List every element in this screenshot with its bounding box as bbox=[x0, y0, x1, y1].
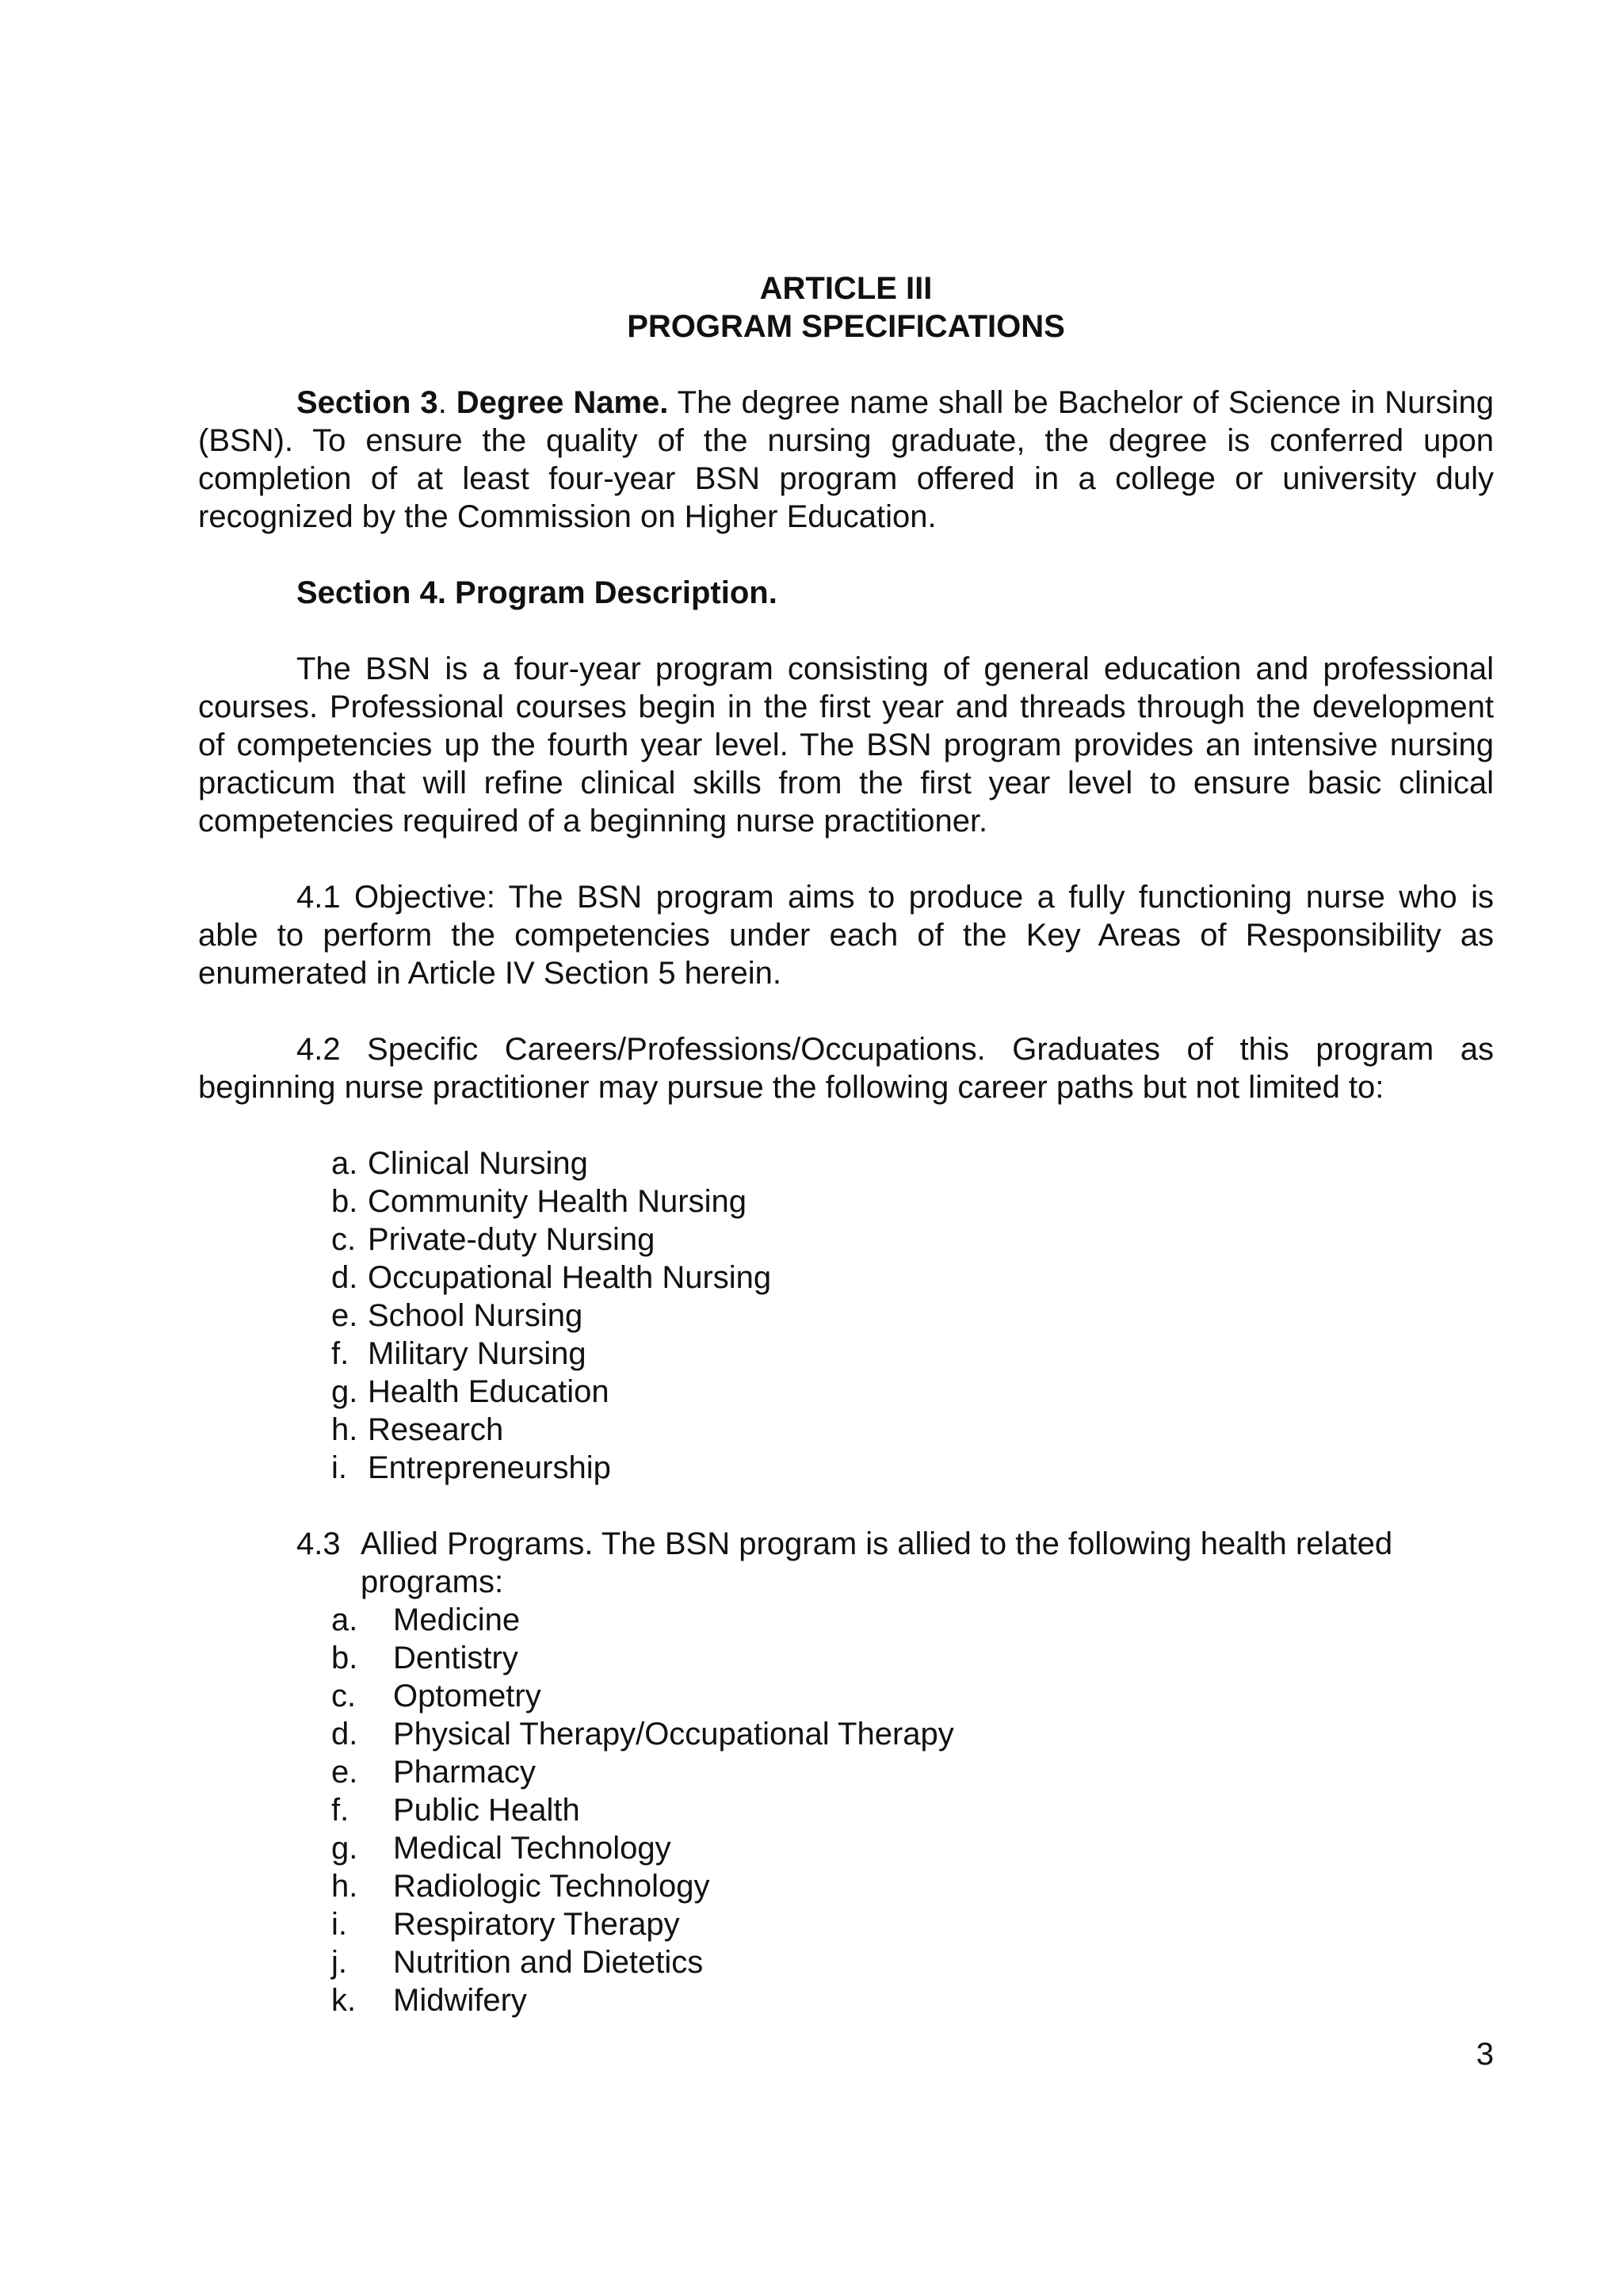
section-3-title: Degree Name. bbox=[456, 385, 669, 420]
list-item: a. Medicine bbox=[331, 1603, 521, 1637]
section-3-label: Section 3 bbox=[296, 385, 438, 420]
list-item: f. Public Health bbox=[331, 1793, 580, 1828]
allied-programs-intro bbox=[296, 1525, 1494, 1601]
list-item: i. Entrepreneurship bbox=[331, 1450, 611, 1485]
allied-programs-list bbox=[331, 1601, 1494, 2019]
list-item: b. Community Health Nursing bbox=[331, 1184, 747, 1219]
article-number: ARTICLE III bbox=[759, 271, 933, 306]
article-heading bbox=[198, 269, 1494, 346]
list-item: i. Respiratory Therapy bbox=[331, 1907, 680, 1942]
program-description: The BSN is a four-year program consisting of general education and professional courses. Professional courses begin in the first year and threads through the development of competencies up the fourth year level. The BSN program provides an intensive nursing practicum that will refine clinical skills from the first year level to ensure basic clinical competencies required of a beginning nurse practitioner. bbox=[198, 651, 1494, 839]
careers-intro: 4.2 Specific Careers/Professions/Occupations. Graduates of this program as beginning nurse practitioner may pursue the following career paths but not limited to: bbox=[198, 1032, 1494, 1105]
list-item: k. Midwifery bbox=[331, 1983, 527, 2018]
list-item: b. Dentistry bbox=[331, 1641, 518, 1675]
article-title: PROGRAM SPECIFICATIONS bbox=[627, 309, 1065, 344]
section-3-paragraph bbox=[198, 384, 1494, 536]
allied-number: 4.3 bbox=[296, 1526, 341, 1561]
page-number: 3 bbox=[1476, 2037, 1494, 2072]
document-page bbox=[198, 269, 1494, 2019]
careers-list bbox=[331, 1144, 1494, 1487]
section-3-separator: . bbox=[437, 385, 456, 420]
list-item: a. Clinical Nursing bbox=[331, 1146, 588, 1181]
list-item: d. Physical Therapy/Occupational Therapy bbox=[331, 1717, 954, 1752]
list-item: c. Private-duty Nursing bbox=[331, 1222, 655, 1257]
allied-text: Allied Programs. The BSN program is allied to the following health related programs: bbox=[361, 1526, 1393, 1599]
list-item: e. Pharmacy bbox=[331, 1755, 537, 1790]
list-item: c. Optometry bbox=[331, 1679, 541, 1713]
objective-paragraph: 4.1 Objective: The BSN program aims to produce a fully functioning nurse who is able to perform the competencies under each of the Key Areas of Responsibility as enumerated in Article IV Section 5 herein. bbox=[198, 880, 1494, 991]
list-item: h. Radiologic Technology bbox=[331, 1869, 710, 1904]
list-item: f. Military Nursing bbox=[331, 1336, 586, 1371]
list-item: d. Occupational Health Nursing bbox=[331, 1260, 772, 1295]
section-3-text: The degree name shall be Bachelor of Science in Nursing (BSN). To ensure the quality of the nursing graduate, the degree is conferred upon completion of at least four-year BSN program offered in a college or university duly recognized by the Commission on Higher Education. bbox=[198, 385, 1495, 534]
list-item: g. Medical Technology bbox=[331, 1831, 671, 1866]
list-item: g. Health Education bbox=[331, 1374, 609, 1409]
section-4-title: Section 4. Program Description. bbox=[296, 575, 777, 610]
list-item: e. School Nursing bbox=[331, 1298, 583, 1333]
list-item: j. Nutrition and Dietetics bbox=[331, 1945, 704, 1980]
list-item: h. Research bbox=[331, 1412, 504, 1447]
